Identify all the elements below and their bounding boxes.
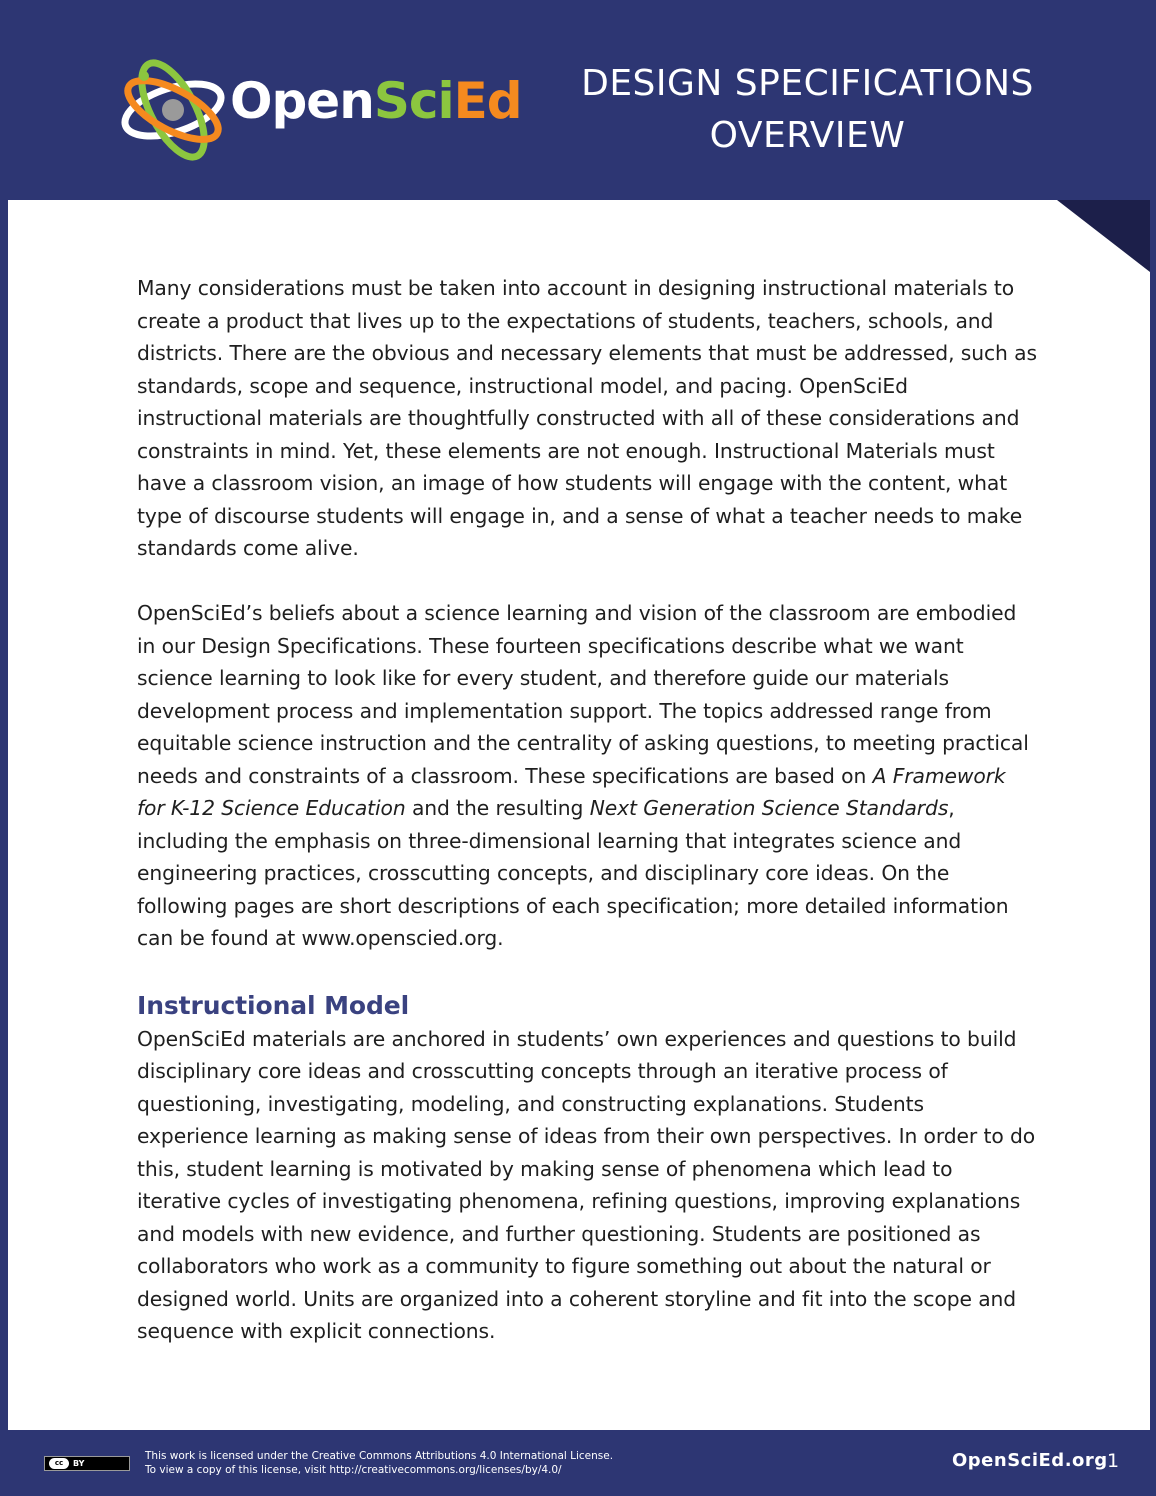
document-body (137, 272, 1037, 1348)
license-line2: To view a copy of this license, visit http://creativecommons.org/licenses/by/4.0/ (145, 1464, 562, 1476)
page-header (0, 0, 1156, 200)
footer-site-link[interactable]: OpenSciEd.org (952, 1450, 1108, 1471)
license-text (145, 1449, 613, 1477)
ngss-title: Next Generation Science Standards (589, 796, 949, 820)
logo-ed: Ed (453, 72, 522, 130)
framework-title: A Framework for K-12 Science Education (137, 763, 1006, 820)
openscied-logo (118, 52, 522, 168)
document-title-line2: OVERVIEW (709, 115, 906, 156)
cc-by-license-badge[interactable] (44, 1456, 130, 1471)
document-title-line1: DESIGN SPECIFICATIONS (581, 63, 1034, 104)
instructional-model-paragraph: OpenSciEd materials are anchored in students’ own experiences and questions to build disciplinary core ideas and crosscutting concepts through an iterative process of questioning, investigating, modeling, and constructing explanations. Students experience learning as making sense of ideas from their own perspectives. In order to do this, student learning is motivated by making sense of phenomena which lead to iterative cycles of investigating phenomena, refining questions, improving explanations and models with new evidence, and further questioning. Students are positioned as collaborators who work as a community to figure something out about the natural or designed world. Units are organized into a coherent storyline and fit into the scope and sequence with explicit connections. (137, 1026, 1036, 1343)
beliefs-paragraph (137, 597, 1037, 955)
by-label: BY (73, 1459, 85, 1468)
logo-open: Open (230, 72, 374, 130)
cc-icon: cc (49, 1458, 69, 1469)
beliefs-text-2: and the resulting (405, 796, 590, 820)
page-footer (0, 1430, 1156, 1496)
section-heading: Instructional Model (137, 990, 410, 1020)
atom-logo-icon (118, 52, 228, 168)
intro-paragraph: Many considerations must be taken into account in designing instructional materials to create a product that lives up to the expectations of students, teachers, schools, and districts. There are the obvious and necessary elements that must be addressed, such as standards, scope and sequence, instructional model, and pacing. OpenSciEd instructional materials are thoughtfully constructed with all of these considerations and constraints in mind. Yet, these elements are not enough. Instructional Materials must have a classroom vision, an image of how students will engage with the content, what type of discourse students will engage in, and a sense of what a teacher needs to make standards come alive. (137, 276, 1037, 560)
document-title (560, 58, 1055, 162)
beliefs-text-1: OpenSciEd’s beliefs about a science learning and vision of the classroom are embodied in our Design Specifications. These fourteen specifications describe what we want science learning to look like for every student, and therefore guide our materials development process and implementation support. The topics addressed range from equitable science instruction and the centrality of asking questions, to meeting practical needs and constraints of a classroom. These specifications are based on (137, 601, 1029, 788)
logo-wordmark (230, 72, 522, 130)
license-line1: This work is licensed under the Creative Commons Attributions 4.0 International License. (145, 1450, 614, 1462)
page-number: 1 (1107, 1450, 1120, 1472)
beliefs-text-3: , including the emphasis on three-dimensional learning that integrates science and engineering practices, crosscutting concepts, and disciplinary core ideas. On the following pages are short descriptions of each specification; more detailed information can be found at www.openscied.org. (137, 796, 1009, 950)
corner-fold (1057, 200, 1150, 272)
logo-sci: Sci (373, 72, 454, 130)
